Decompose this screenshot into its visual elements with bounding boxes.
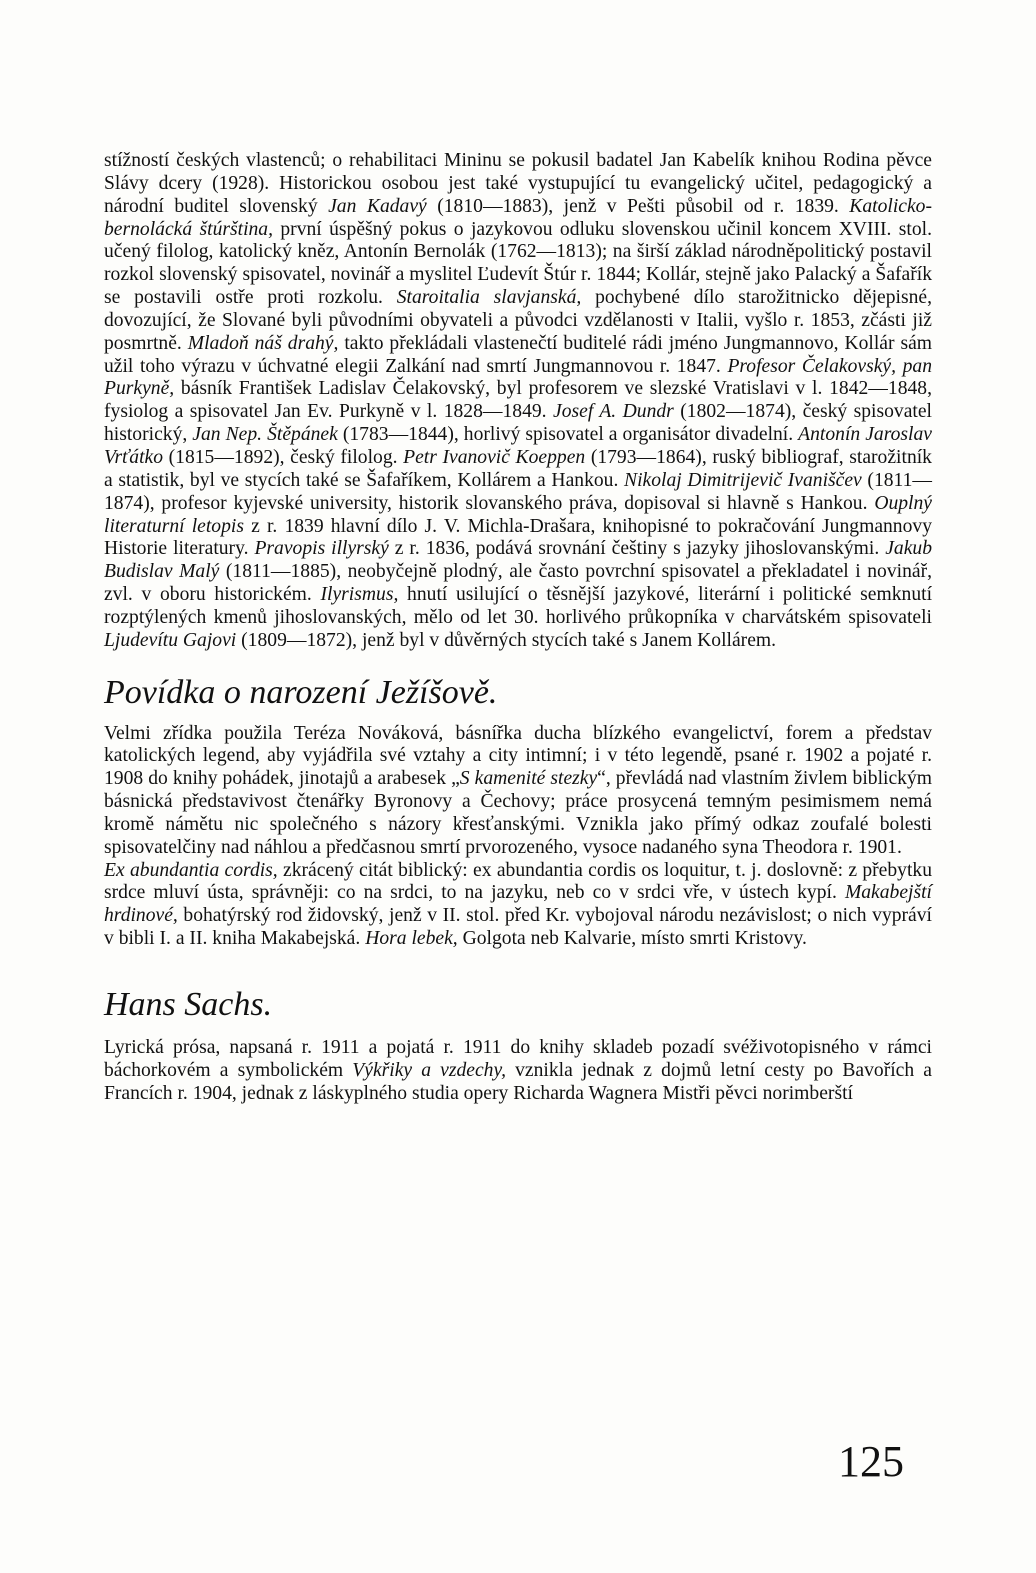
text-run: “, převládá nad vlastním živlem biblickým básnická představivost čtenářky Byronovy a Čechovy; práce prosycená temným pesimismem nemá kromě námětu nic společného s názory křesťanskými. Vznikla jako přímý odkaz zoufalé bolesti spisovatelčiny nad náhlou a předčasnou smrtí prvorozeného, vysoce nadaného syna Theodora r. 1901. bbox=[104, 768, 932, 858]
text-run: pochybené dílo starožitnicko dějepisné, dovozující, že Slované byli původními obyvateli a původci vzdělanosti v Italii, vyšlo r. 1853, zčásti již posmrtně. bbox=[104, 287, 932, 354]
text-run: takto překládali vlastenečtí buditelé rádi jméno Jungmannovo, Kollár sám užil toho výrazu v úchvatné elegii Zalkání nad smrtí Jungmannovou r. 1847. bbox=[104, 332, 933, 377]
italic-term: Pravopis illyrský bbox=[254, 538, 389, 560]
italic-term: Hora lebek, bbox=[365, 928, 458, 950]
text-run: (1811—1874), profesor kyjevské university, historik slovanského práva, dopisoval si hlavně s Hankou. bbox=[104, 469, 933, 514]
text-run: první úspěšný pokus o jazykovou odluku slovenskou učinil koncem XVIII. stol. učený filolog, katolický kněz, Antonín Bernolák (1762—1813); na širší základ národněpolitický postavil rozkol slovenský spisovatel, novinář a myslitel Ľudevít Štúr r. 1844; Kollár, stejně jako Palacký a Šafařík se postavili ostře proti rozkolu. bbox=[104, 218, 932, 309]
text-run: (1815—1892), český filolog. bbox=[163, 446, 404, 468]
text-run: (1783—1844), horlivý spisovatel a organisátor divadelní. bbox=[337, 424, 799, 446]
text-run: z r. 1836, podává srovnání češtiny s jazyky jihoslovanskými. bbox=[388, 538, 886, 560]
text-run: (1810—1883), jenž v Pešti působil od r. 1839. bbox=[426, 195, 850, 217]
text-run: stížností českých vlastenců; o rehabilitaci Mininu se pokusil badatel Jan Kabelík knihou Rodina pěvce Slávy dcery (1928). Historickou osobou jest také vystupující tu evangelický učitel, pedagogický a národní buditel slovenský bbox=[104, 150, 932, 217]
italic-term: Nikolaj Dimitrijevič Ivaniščev bbox=[624, 469, 862, 491]
page-content bbox=[104, 150, 932, 1106]
text-run: (1793—1864), ruský bibliograf, starožitník a statistik, byl ve stycích také se Šafaříkem, Kollárem a Hankou. bbox=[104, 446, 932, 491]
italic-term: Ljudevítu Gajovi bbox=[104, 629, 237, 651]
notes-paragraph bbox=[104, 723, 932, 860]
italic-term: Staroitalia slavjanská, bbox=[396, 287, 582, 309]
section-heading: Povídka o narození Ježíšově. bbox=[104, 673, 498, 711]
italic-term: Jakub Budislav Malý bbox=[104, 538, 933, 583]
italic-term: Jan Nep. Štěpánek bbox=[192, 424, 338, 446]
page-number: 125 bbox=[838, 1437, 904, 1486]
italic-term: Ouplný literaturní letopis bbox=[104, 492, 932, 537]
text-run: vznikla jednak z dojmů letní cesty po Bavořích a Francích r. 1904, jednak z láskyplného studia opery Richarda Wagnera Mistři pěvci norimberští bbox=[104, 1059, 933, 1104]
italic-term: Profesor Čelakovský, pan Purkyně, bbox=[104, 355, 933, 400]
text-run: Golgota neb Kalvarie, místo smrti Kristovy. bbox=[457, 928, 807, 950]
text-run: Velmi zřídka použila Teréza Nováková, básnířka ducha blízkého evangelictví, forem a představ katolických legend, aby vyjádřila své vztahy a city intimní; i v této legendě, psané r. 1902 a pojaté r. 1908 do knihy pohádek, jinotajů a arabesek „ bbox=[104, 722, 932, 790]
section-heading: Hans Sachs. bbox=[104, 986, 273, 1023]
text-run: (1811—1885), neobyčejně plodný, ale často povrchní spisovatel a překladatel i novinář, zvl. v oboru historickém. bbox=[104, 561, 933, 606]
italic-term: Petr Ivanovič Koeppen bbox=[403, 446, 586, 468]
text-run: hnutí usilující o těsnější jazykové, literární i politické semknutí rozptýlených kmenů jihoslovanských, mělo od let 30. horlivého průkopníka v charvátském spisovateli bbox=[104, 584, 933, 628]
text-run: (1809—1872), jenž byl v důvěrných stycích také s Janem Kollárem. bbox=[236, 629, 777, 651]
italic-term: Katolicko-bernolácká štúrština, bbox=[104, 195, 933, 240]
text-run: (1802—1874), český spisovatel historický, bbox=[104, 401, 932, 446]
italic-term: Výkřiky a vzdechy, bbox=[352, 1059, 506, 1081]
italic-term: Ilyrismus, bbox=[320, 584, 399, 606]
text-run: z r. 1839 hlavní dílo J. V. Michla-Drašara, knihopisné to pokračování Jungmannovy Historie literatury. bbox=[104, 515, 932, 560]
notes-paragraph bbox=[104, 1037, 932, 1106]
text-run: Lyrická prósa, napsaná r. 1911 a pojatá r. 1911 do knihy skladeb pozadí svéživotopisného v rámci báchorkovém a symbolickém bbox=[104, 1037, 932, 1081]
text-run: básník František Ladislav Čelakovský, byl profesorem ve slezské Vratislavi v l. 1842—1848, fysiolog a spisovatel Jan Ev. Purkyně v l. 1828—1849. bbox=[104, 378, 932, 423]
text-run: zkrácený citát biblický: ex abundantia cordis os loquitur, t. j. doslovně: z přebytku srdce mluví ústa, správněji: co na srdci, to na jazyku, neb co v srdci vře, v ústech kypí. bbox=[104, 859, 932, 904]
italic-term: Jan Kadavý bbox=[328, 195, 427, 217]
notes-paragraph bbox=[104, 860, 932, 951]
italic-term: S kamenité stezky bbox=[459, 768, 598, 790]
italic-term: Antonín Jaroslav Vrťátko bbox=[104, 424, 932, 468]
italic-term: Mladoň náš drahý, bbox=[187, 332, 339, 354]
italic-term: Ex abundantia cordis, bbox=[104, 859, 278, 881]
italic-term: Makabejští hrdinové, bbox=[104, 882, 932, 927]
text-run: bohatýrský rod židovský, jenž v II. stol. před Kr. vybojoval národu nezávislost; o nich vypráví v bibli I. a II. kniha Makabejská. bbox=[104, 905, 932, 950]
notes-paragraph bbox=[104, 150, 932, 653]
italic-term: Josef A. Dundr bbox=[553, 401, 674, 423]
